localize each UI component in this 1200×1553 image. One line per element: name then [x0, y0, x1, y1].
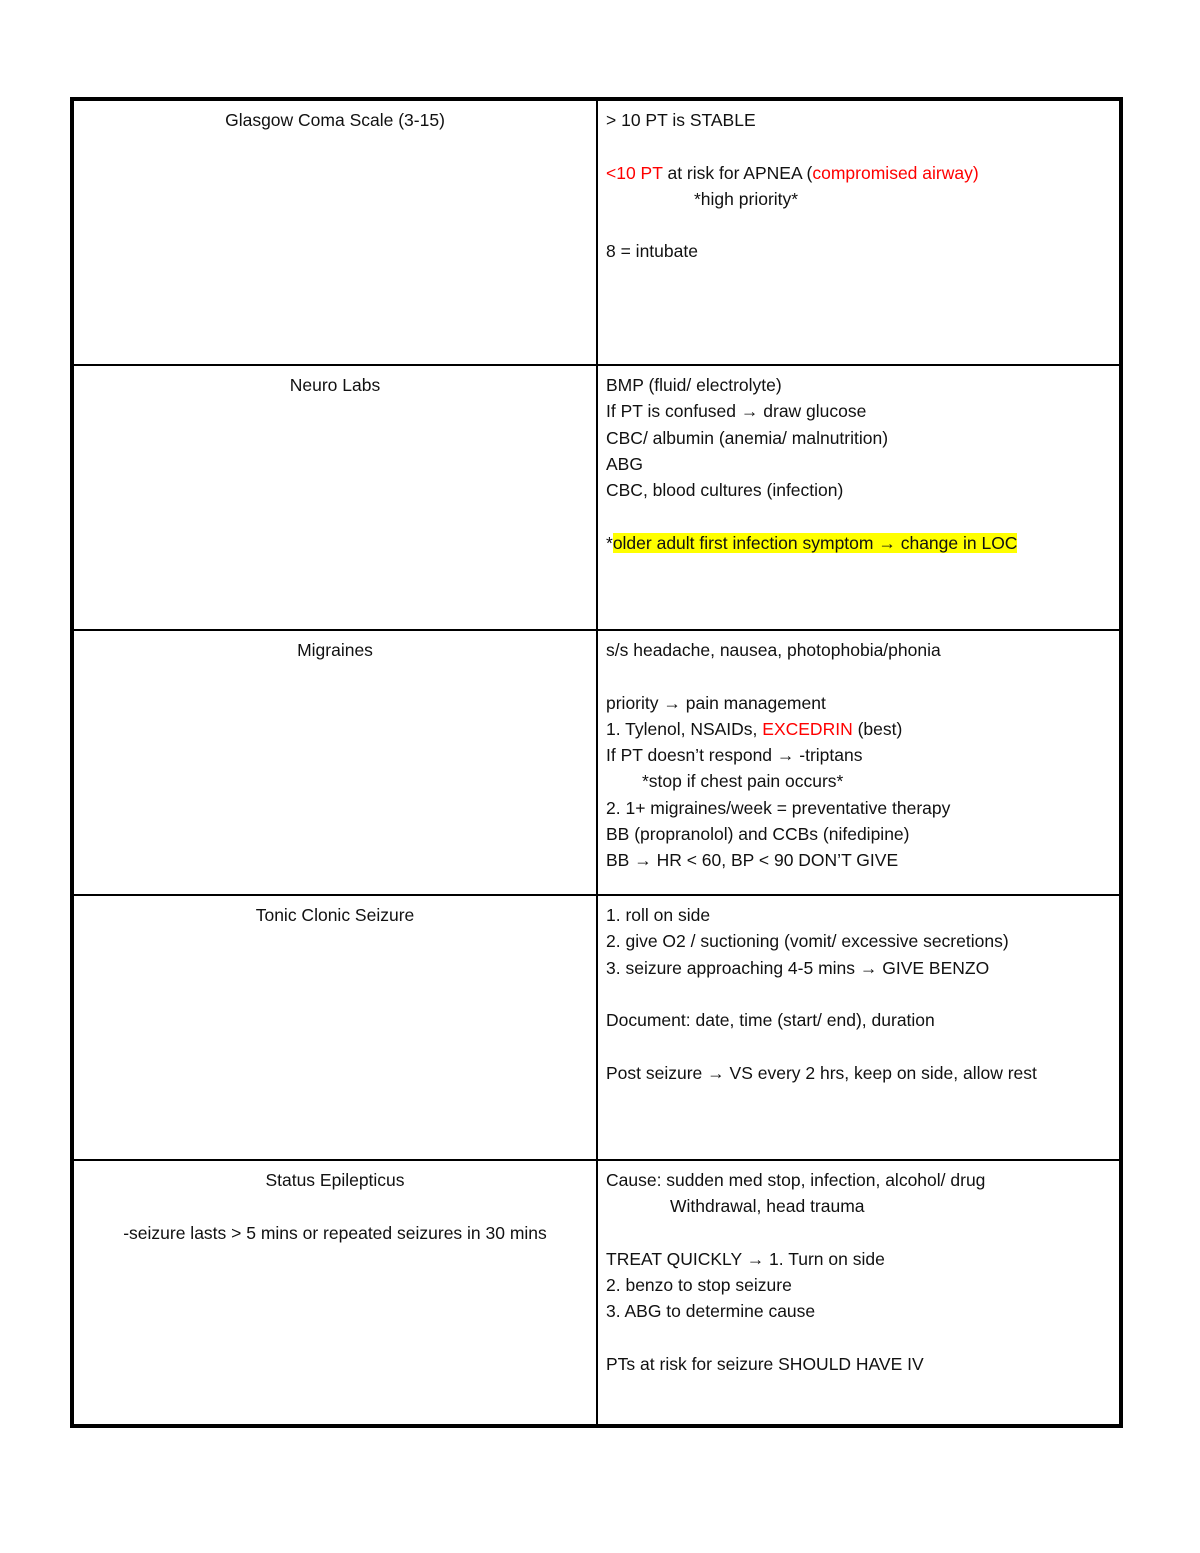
notes-cell	[597, 630, 1120, 895]
topic-cell	[73, 895, 597, 1160]
note-line: 2. benzo to stop seizure	[606, 1275, 792, 1296]
note-line: Cause: sudden med stop, infection, alcohol/ drug	[606, 1170, 986, 1190]
topic-title: Neuro Labs	[289, 375, 381, 395]
topic-subtitle: -seizure lasts > 5 mins or repeated seizures in 30 mins	[123, 1222, 547, 1243]
arrow-right-icon: →	[776, 745, 795, 766]
note-line: 2. 1+ migraines/week = preventative therapy	[606, 797, 951, 818]
topic-title: Status Epilepticus	[265, 1170, 405, 1190]
notes-cell	[597, 1160, 1120, 1425]
arrow-right-icon: →	[878, 532, 896, 553]
note-line: If PT doesn’t respond → -triptans	[606, 745, 863, 766]
note-line: > 10 PT is STABLE	[606, 110, 756, 130]
note-line: Withdrawal, head trauma	[670, 1196, 865, 1217]
table-row	[73, 895, 1120, 1160]
note-line: PTs at risk for seizure SHOULD HAVE IV	[606, 1354, 924, 1375]
note-line: Post seizure → VS every 2 hrs, keep on side, allow rest	[606, 1062, 1037, 1083]
table-row	[73, 365, 1120, 630]
topic-cell	[73, 630, 597, 895]
note-line: BB → HR < 60, BP < 90 DON’T GIVE	[606, 850, 899, 871]
note-line: 3. ABG to determine cause	[606, 1301, 816, 1322]
arrow-right-icon: →	[663, 692, 681, 713]
note-line: BB (propranolol) and CCBs (nifedipine)	[606, 824, 910, 845]
notes-cell	[597, 100, 1120, 365]
note-line: CBC/ albumin (anemia/ malnutrition)	[606, 427, 889, 448]
topic-title: Glasgow Coma Scale (3-15)	[225, 110, 445, 130]
note-line: *high priority*	[694, 188, 799, 209]
note-line: BMP (fluid/ electrolyte)	[606, 375, 782, 395]
note-line: s/s headache, nausea, photophobia/phonia	[606, 640, 941, 660]
arrow-right-icon: →	[740, 401, 759, 422]
note-line: TREAT QUICKLY → 1. Turn on side	[606, 1248, 885, 1269]
note-line: <10 PT at risk for APNEA (compromised airway)	[606, 162, 979, 183]
notes-cell	[597, 365, 1120, 630]
note-line: ABG	[606, 453, 643, 474]
note-line: 2. give O2 / suctioning (vomit/ excessive secretions)	[606, 931, 1009, 952]
arrow-right-icon: →	[707, 1062, 725, 1083]
arrow-right-icon: →	[746, 1248, 765, 1269]
arrow-right-icon: →	[859, 957, 878, 978]
note-line: *older adult first infection symptom → change in LOC	[606, 532, 1018, 553]
note-line: CBC, blood cultures (infection)	[606, 480, 844, 501]
table-row	[73, 100, 1120, 365]
notes-cell	[597, 895, 1120, 1160]
topic-cell	[73, 365, 597, 630]
note-line: 8 = intubate	[606, 241, 698, 262]
topic-cell	[73, 1160, 597, 1425]
note-line: 1. Tylenol, NSAIDs, EXCEDRIN (best)	[606, 718, 903, 739]
topic-title: Migraines	[297, 640, 373, 660]
arrow-right-icon: →	[634, 850, 652, 871]
note-line: 3. seizure approaching 4-5 mins → GIVE BENZO	[606, 957, 990, 978]
note-line: 1. roll on side	[606, 905, 711, 925]
highlighted-text: older adult first infection symptom → change in LOC	[612, 532, 1018, 553]
note-line: *stop if chest pain occurs*	[642, 771, 844, 792]
notes-table	[72, 99, 1121, 1426]
notes-sheet	[70, 97, 1123, 1428]
note-line: Document: date, time (start/ end), duration	[606, 1010, 935, 1031]
note-line: priority → pain management	[606, 692, 826, 713]
table-row	[73, 630, 1120, 895]
topic-cell	[73, 100, 597, 365]
note-line: If PT is confused → draw glucose	[606, 401, 867, 422]
topic-title: Tonic Clonic Seizure	[255, 905, 415, 925]
table-row	[73, 1160, 1120, 1425]
